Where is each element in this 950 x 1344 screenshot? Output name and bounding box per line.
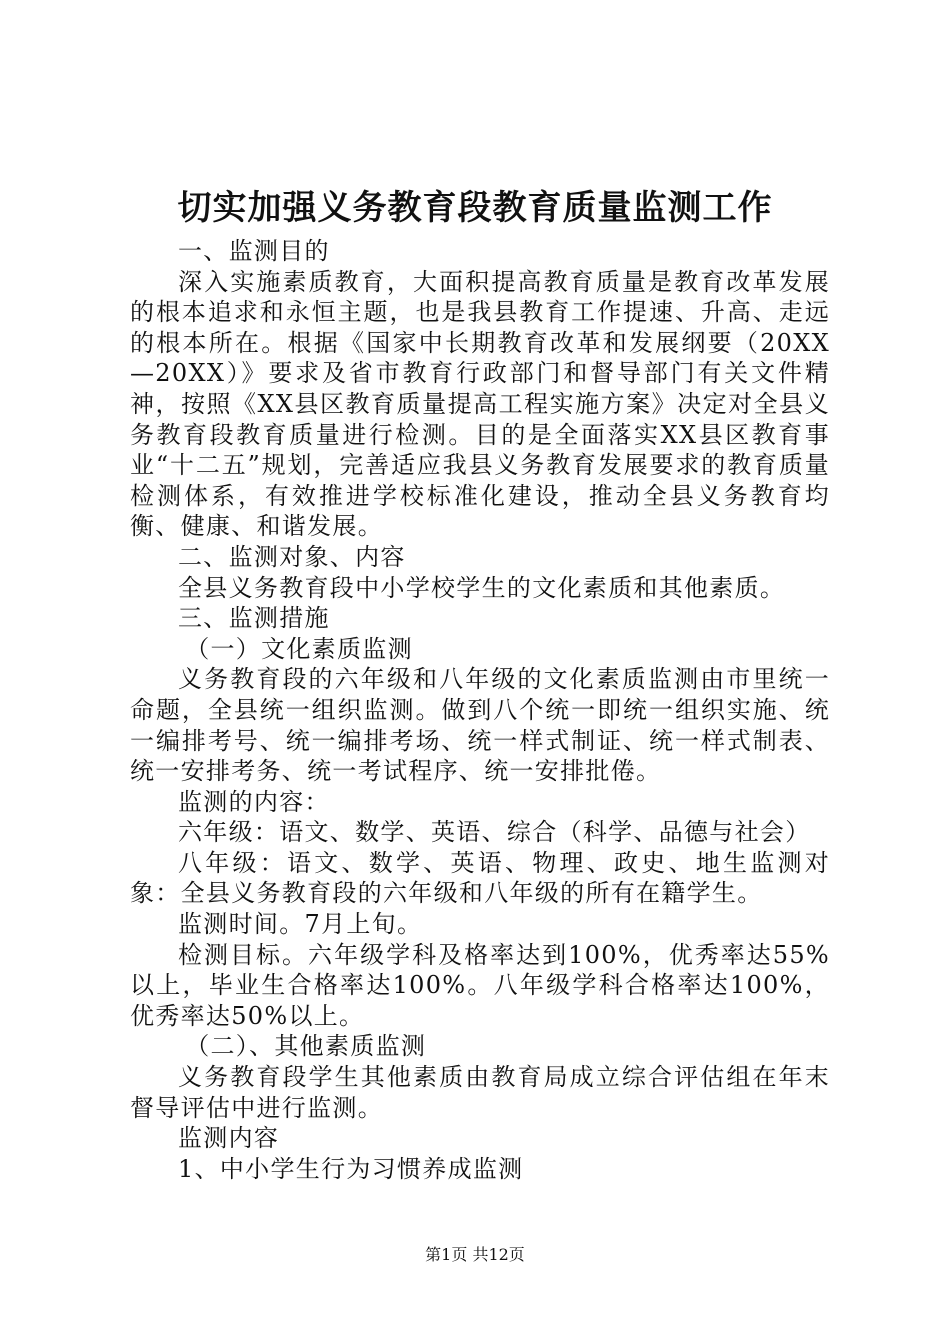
- section-heading-targets: 二、监测对象、内容: [178, 542, 406, 571]
- section-heading-measures: 三、监测措施: [178, 604, 330, 633]
- page-number: 第1页 共12页: [425, 1245, 525, 1264]
- section-heading-purpose: 一、监测目的: [178, 237, 330, 265]
- paragraph-cultural: 义务教育段的六年级和八年级的文化素质监测由市里统一命题，全县统一组织监测。做到八个统一即统一组织实施、统一编排考号、统一编排考场、统一样式制证、统一样式制表、统一安排考务、统一考试程序、统一安排批倦。: [130, 665, 830, 786]
- paragraph-content-label: 监测的内容：: [178, 787, 330, 816]
- subheading-cultural: （一）文化素质监测: [185, 634, 413, 663]
- document-body: [130, 236, 830, 1184]
- paragraph-other: 义务教育段学生其他素质由教育局成立综合评估组在年末督导评估中进行监测。: [130, 1063, 830, 1122]
- paragraph-goals: 检测目标。六年级学科及格率达到100%，优秀率达55%以上，毕业生合格率达100%。八年级学科合格率达100%，优秀率达50%以上。: [130, 940, 830, 1030]
- paragraph-time: 监测时间。7月上旬。: [178, 910, 423, 939]
- paragraph-grade-six: 六年级：语文、数学、英语、综合（科学、品德与社会）: [178, 818, 811, 847]
- paragraph-targets: 全县义务教育段中小学校学生的文化素质和其他素质。: [178, 573, 786, 602]
- paragraph-purpose: 深入实施素质教育，大面积提高教育质量是教育改革发展的根本追求和永恒主题，也是我县教育工作提速、升高、走远的根本所在。根据《国家中长期教育改革和发展纲要（20XX—20XX）》要求及省市教育行政部门和督导部门有关文件精神，按照《XX县区教育质量提高工程实施方案》决定对全县义务教育段教育质量进行检测。目的是全面落实XX县区教育事业“十二五”规划，完善适应我县义务教育发展要求的教育质量检测体系，有效推进学校标准化建设，推动全县义务教育均衡、健康、和谐发展。: [130, 267, 830, 541]
- paragraph-item-one: 1、中小学生行为习惯养成监测: [178, 1154, 524, 1183]
- paragraph-monitor-content: 监测内容: [178, 1124, 280, 1153]
- subheading-other: （二）、其他素质监测: [185, 1032, 427, 1061]
- paragraph-grade-eight: 八年级：语文、数学、英语、物理、政史、地生监测对象：全县义务教育段的六年级和八年级的所有在籍学生。: [130, 848, 830, 908]
- document-title: 切实加强义务教育段教育质量监测工作: [177, 188, 773, 228]
